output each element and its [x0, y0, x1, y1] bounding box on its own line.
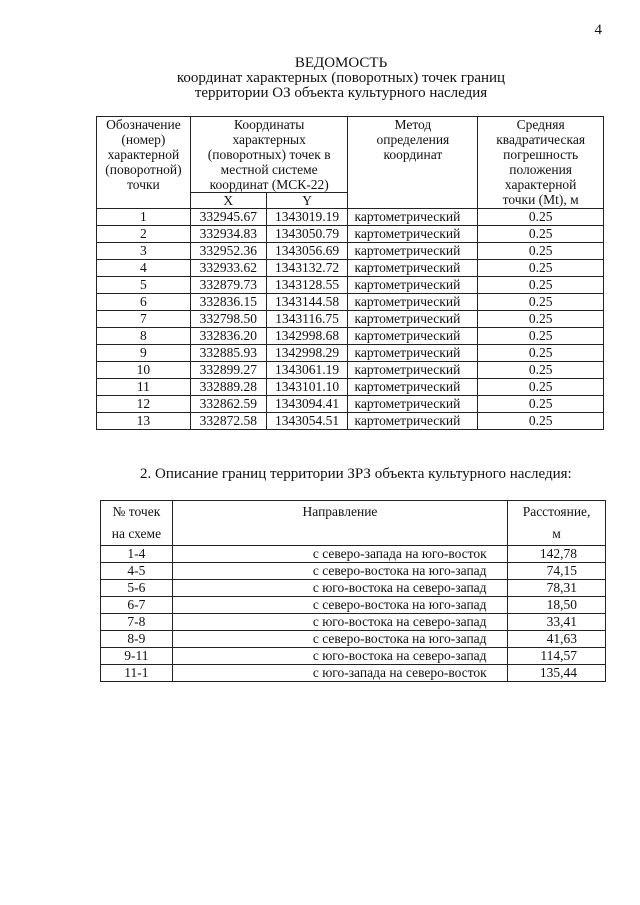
header-point-number: Обозначение (номер) характерной (поворотной) точки [97, 117, 191, 209]
method-cell: картометрический [348, 328, 478, 345]
direction-cell: с юго-востока на северо-запад [172, 614, 507, 631]
x-coordinate-cell: 332933.62 [190, 260, 266, 277]
point-number-cell: 7 [97, 311, 191, 328]
point-number-cell: 13 [97, 413, 191, 430]
table-row [97, 345, 604, 362]
method-cell: картометрический [348, 396, 478, 413]
error-cell: 0.25 [478, 413, 604, 430]
method-cell: картометрический [348, 294, 478, 311]
point-number-cell: 1 [97, 209, 191, 226]
distance-cell: 114,57 [508, 648, 606, 665]
table-row [97, 260, 604, 277]
table-row [101, 563, 606, 580]
point-number-cell: 2 [97, 226, 191, 243]
point-number-cell: 10 [97, 362, 191, 379]
distance-cell: 78,31 [508, 580, 606, 597]
y-coordinate-cell: 1342998.29 [266, 345, 348, 362]
y-coordinate-cell: 1343061.19 [266, 362, 348, 379]
table-row [101, 614, 606, 631]
method-cell: картометрический [348, 362, 478, 379]
point-number-cell: 4 [97, 260, 191, 277]
point-number-cell: 9 [97, 345, 191, 362]
method-cell: картометрический [348, 311, 478, 328]
table-row [101, 665, 606, 682]
x-coordinate-cell: 332945.67 [190, 209, 266, 226]
boundary-description-table [100, 500, 606, 682]
table-row [101, 597, 606, 614]
title-line-3: территории ОЗ объекта культурного наследия [194, 85, 488, 101]
point-number-cell: 3 [97, 243, 191, 260]
table-row [97, 362, 604, 379]
method-cell: картометрический [348, 379, 478, 396]
y-coordinate-cell: 1343101.10 [266, 379, 348, 396]
x-coordinate-cell: 332879.73 [190, 277, 266, 294]
y-coordinate-cell: 1343056.69 [266, 243, 348, 260]
error-cell: 0.25 [478, 379, 604, 396]
coordinates-table [96, 116, 604, 430]
title-line-2: координат характерных (поворотных) точек границ [176, 70, 506, 86]
table-row [97, 277, 604, 294]
x-coordinate-cell: 332885.93 [190, 345, 266, 362]
method-cell: картометрический [348, 260, 478, 277]
method-cell: картометрический [348, 226, 478, 243]
error-cell: 0.25 [478, 311, 604, 328]
point-number-cell: 8 [97, 328, 191, 345]
y-coordinate-cell: 1342998.68 [266, 328, 348, 345]
direction-cell: с северо-запада на юго-восток [172, 546, 507, 563]
segment-cell: 11-1 [101, 665, 173, 682]
error-cell: 0.25 [478, 328, 604, 345]
table-row [97, 396, 604, 413]
method-cell: картометрический [348, 413, 478, 430]
point-number-cell: 5 [97, 277, 191, 294]
x-coordinate-cell: 332836.15 [190, 294, 266, 311]
x-coordinate-cell: 332836.20 [190, 328, 266, 345]
error-cell: 0.25 [478, 396, 604, 413]
direction-cell: с северо-востока на юго-запад [172, 563, 507, 580]
point-number-cell: 11 [97, 379, 191, 396]
header-error: Средняя квадратическая погрешность положения характерной точки (Mt), м [478, 117, 604, 209]
x-coordinate-cell: 332872.58 [190, 413, 266, 430]
header-method: Метод определения координат [348, 117, 478, 209]
y-coordinate-cell: 1343116.75 [266, 311, 348, 328]
method-cell: картометрический [348, 277, 478, 294]
y-coordinate-cell: 1343128.55 [266, 277, 348, 294]
x-coordinate-cell: 332862.59 [190, 396, 266, 413]
error-cell: 0.25 [478, 362, 604, 379]
table-row [97, 226, 604, 243]
error-cell: 0.25 [478, 226, 604, 243]
segment-cell: 7-8 [101, 614, 173, 631]
page-number: 4 [594, 22, 602, 38]
direction-cell: с юго-востока на северо-запад [172, 648, 507, 665]
header-x: X [190, 193, 266, 209]
distance-cell: 33,41 [508, 614, 606, 631]
direction-cell: с юго-востока на северо-запад [172, 580, 507, 597]
table-row [97, 243, 604, 260]
error-cell: 0.25 [478, 260, 604, 277]
header-coordinates: Координаты характерных (поворотных) точек в местной системе координат (МСК-22) [190, 117, 348, 193]
title-line-1: ВЕДОМОСТЬ [294, 55, 388, 71]
header-direction: Направление [172, 501, 507, 546]
table-row [97, 294, 604, 311]
table-row [97, 379, 604, 396]
table-row [101, 648, 606, 665]
x-coordinate-cell: 332889.28 [190, 379, 266, 396]
header-points-on-scheme: № точек на схеме [101, 501, 173, 546]
segment-cell: 6-7 [101, 597, 173, 614]
y-coordinate-cell: 1343019.19 [266, 209, 348, 226]
table-row [101, 631, 606, 648]
error-cell: 0.25 [478, 243, 604, 260]
table-row [97, 413, 604, 430]
section-2-title: 2. Описание границ территории ЗРЗ объекта культурного наследия: [140, 466, 572, 482]
header-distance: Расстояние, м [508, 501, 606, 546]
distance-cell: 135,44 [508, 665, 606, 682]
direction-cell: с юго-запада на северо-восток [172, 665, 507, 682]
table-row [97, 209, 604, 226]
table-row [97, 311, 604, 328]
y-coordinate-cell: 1343094.41 [266, 396, 348, 413]
distance-cell: 142,78 [508, 546, 606, 563]
error-cell: 0.25 [478, 345, 604, 362]
point-number-cell: 6 [97, 294, 191, 311]
x-coordinate-cell: 332899.27 [190, 362, 266, 379]
distance-cell: 41,63 [508, 631, 606, 648]
x-coordinate-cell: 332952.36 [190, 243, 266, 260]
document-title [0, 56, 640, 101]
method-cell: картометрический [348, 243, 478, 260]
method-cell: картометрический [348, 209, 478, 226]
y-coordinate-cell: 1343144.58 [266, 294, 348, 311]
y-coordinate-cell: 1343054.51 [266, 413, 348, 430]
distance-cell: 74,15 [508, 563, 606, 580]
error-cell: 0.25 [478, 277, 604, 294]
method-cell: картометрический [348, 345, 478, 362]
direction-cell: с северо-востока на юго-запад [172, 631, 507, 648]
segment-cell: 9-11 [101, 648, 173, 665]
point-number-cell: 12 [97, 396, 191, 413]
distance-cell: 18,50 [508, 597, 606, 614]
header-y: Y [266, 193, 348, 209]
x-coordinate-cell: 332798.50 [190, 311, 266, 328]
x-coordinate-cell: 332934.83 [190, 226, 266, 243]
segment-cell: 5-6 [101, 580, 173, 597]
table-row [101, 546, 606, 563]
segment-cell: 8-9 [101, 631, 173, 648]
table-row [101, 580, 606, 597]
error-cell: 0.25 [478, 294, 604, 311]
error-cell: 0.25 [478, 209, 604, 226]
direction-cell: с северо-востока на юго-запад [172, 597, 507, 614]
table-row [97, 328, 604, 345]
y-coordinate-cell: 1343132.72 [266, 260, 348, 277]
y-coordinate-cell: 1343050.79 [266, 226, 348, 243]
segment-cell: 1-4 [101, 546, 173, 563]
segment-cell: 4-5 [101, 563, 173, 580]
